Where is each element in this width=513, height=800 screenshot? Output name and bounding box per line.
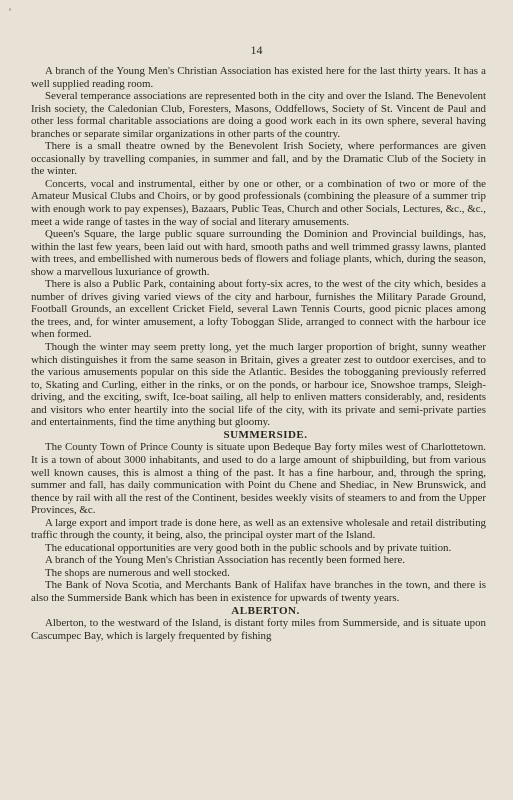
paragraph: The educational opportunities are very good both in the public schools and by private tuition. [45,541,452,554]
paragraph: Though the winter may seem pretty long, yet the much larger proportion of bright, sunny weather which distinguishes it from the same season in Britain, gives a greater zest to outdoor exercises, and to the various amusements popular on this side the Atlantic. Besides the tobogganing previously referred to, Skating and Curling, either in the rinks, or on the ponds, or harbour ice, Snowshoe tramps, Sleigh-driving, and the exciting, swift, Ice-boat sailing, all help to enliven matters considerably, and, residents and visitors who enter heartily into the social life of the city, with its private and semi-private parties and entertainments, find the time anything but gloomy. [31,341,486,429]
section-alberton [31,605,486,643]
paragraph: The shops are numerous and well stocked. [45,566,230,579]
paragraph: A branch of the Young Men's Christian Association has recently been formed here. [45,554,406,567]
paragraph: Concerts, vocal and instrumental, either by one or other, or a combination of two or more of the Amateur Musical Clubs and Choirs, or by good professionals (combining the pleasure of a summer trip with enough work to pay expenses), Bazaars, Public Teas, Church and other Socials, Lectures, &c., &c., meet a wide range of tastes in the way of social and literary amusements. [31,177,486,228]
page-number: 14 [250,43,263,57]
section-summerside [31,429,486,605]
section-heading: ALBERTON. [231,604,300,617]
paragraph: There is also a Public Park, containing about forty-six acres, to the west of the city which, besides a number of drives giving varied views of the city and harbour, furnishes the Military Parade Ground, Football Grounds, an excellent Cricket Field, several Lawn Tennis Courts, good picnic places among the trees, and, for winter amusement, a lofty Toboggan Slide, arranged to connect with the harbour ice when formed. [31,278,486,341]
section-intro [31,65,486,429]
scan-speck [9,8,11,11]
paragraph: The Bank of Nova Scotia, and Merchants Bank of Halifax have branches in the town, and there is also the Summerside Bank which has been in existence for upwards of twenty years. [31,579,486,604]
section-heading: SUMMERSIDE. [223,428,308,441]
paragraph: A large export and import trade is done here, as well as an extensive wholesale and retail distributing traffic through the county, it being, also, the principal oyster mart of the Island. [31,516,486,542]
paragraph: A branch of the Young Men's Christian Association has existed here for the last thirty years. It has a well supplied reading room. [31,65,486,90]
page-body [31,65,486,642]
paragraph: The County Town of Prince County is situate upon Bedeque Bay forty miles west of Charlottetown. It is a town of about 3000 inhabitants, and used to do a large amount of shipbuilding, but from various well known causes, this is almost a thing of the past. It has a fine harbour, and, through the spring, summer and fall, has daily communication with Point du Chene and Shediac, in New Brunswick, and thence by rail with all the rest of the Continent, besides weekly visits of steamers to and from the Upper Provinces, &c. [31,441,486,517]
paragraph: There is a small theatre owned by the Benevolent Irish Society, where performances are given occasionally by travelling companies, in summer and fall, and by the Dramatic Club of the Society in the winter. [31,140,486,178]
paragraph: Queen's Square, the large public square surrounding the Dominion and Provincial buildings, has, within the last few years, been laid out with hard, smooth paths and well trimmed grassy lawns, planted with trees, and embellished with numerous beds of flowers and foliage plants, which, during the season, show a marvellous luxuriance of growth. [31,228,486,278]
paragraph: Alberton, to the westward of the Island, is distant forty miles from Summerside, and is situate upon Cascumpec Bay, which is largely frequented by fishing [31,617,486,642]
paragraph: Several temperance associations are represented both in the city and over the Island. The Benevolent Irish society, the Caledonian Club, Foresters, Masons, Oddfellows, Society of St. Vincent de Paul and other less formal charitable associations are doing a good work each in its own sphere, several having branches or separate similar organizations in other parts of the country. [31,90,486,140]
